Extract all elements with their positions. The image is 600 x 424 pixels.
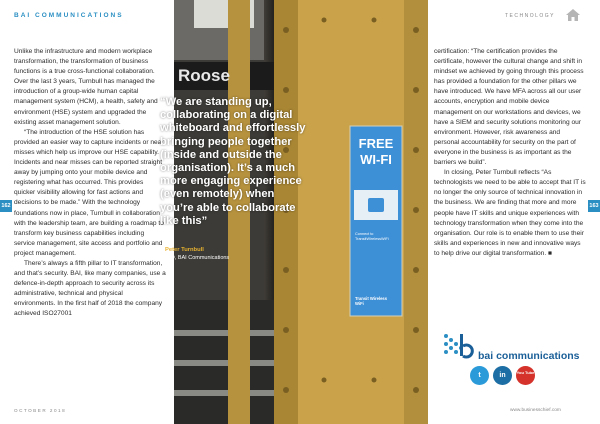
poster-connect-text: Connect to TransitWirelessWiFi — [355, 232, 389, 241]
article-paragraph: There’s always a fifth pillar to IT transformation, and that’s security. BAI, like many companies, use a defence-in-depth approach to security across its administrative, technical and physical environments. In the first half of 2018 the company achieved ISO27001 — [14, 259, 166, 318]
page-number-left: 162 — [0, 200, 12, 212]
quote-author-name: Peter Turnbull — [165, 247, 204, 253]
linkedin-icon[interactable]: in — [493, 366, 512, 385]
closing-paragraph-text: In closing, Peter Turnbull reflects “As technologists we need to be able to accept that IT is no longer the only source of technical innovation in the business. We are finding that more and more people have IT skills and unique experiences with technology transformation when they come into the organisation. Our role is to enable them to use their skills and experiences in new and innovative ways to help drive our digital transformation. — [434, 169, 586, 257]
article-paragraph — [434, 168, 586, 259]
youtube-icon[interactable]: You Tube — [516, 366, 535, 385]
pull-quote: “We are standing up, collaborating on a digital whiteboard and effortlessly bringing people together (inside and outside the organisation). It’s a much more engaging experience (even remotely) when you’re able to collaborate like this” — [160, 96, 306, 227]
station-sign-text: Roose — [178, 66, 230, 85]
twitter-icon[interactable]: t — [470, 366, 489, 385]
article-paragraph: Unlike the infrastructure and modern workplace transformation, the transformation of business functions is a true cross-functional collaboration. Over the last 3 years, Turnbull has managed the introduction of a group-wide human capital management system (HCM), a health, safety and environment (HSE) system and upgraded the existing asset management solution. — [14, 48, 158, 126]
section-label: TECHNOLOGY — [505, 13, 556, 19]
magazine-section-title: BAI COMMUNICATIONS — [14, 12, 124, 19]
quote-author-role: CIO, BAI Communications — [165, 255, 230, 261]
article-paragraph: certification: “The certification provides the certificate, however the cultural change and shift in mindset we achieved by going through this process has provided a foundation for the other pillars we have introduced. We have MFA across all our user accounts, encryption and mobile device management on our workstations and devices, we have a SIEM and security solutions monitoring our environment. However, risk awareness and personal accountability for security on the part of everyone in the business is as important as the barriers we build”. — [434, 48, 584, 167]
bai-logo-icon[interactable] — [440, 330, 476, 360]
page-number-right: 163 — [588, 200, 600, 212]
end-mark: ■ — [548, 249, 552, 257]
website-link[interactable]: www.businesschief.com — [510, 408, 561, 413]
poster-title-wifi: WI-FI — [360, 152, 392, 167]
left-article-column — [14, 47, 166, 320]
right-article-column — [434, 47, 586, 259]
issue-date: OCTOBER 2018 — [14, 408, 67, 413]
bai-logo-text: bai communications — [478, 350, 580, 362]
home-icon[interactable] — [566, 9, 580, 21]
poster-title-free: FREE — [358, 136, 394, 151]
article-paragraph: “The introduction of the HSE solution has provided an easier way to capture incidents or near misses which help us improve our HSE capability. Incidents and near misses can be reported straight away by jumping onto your mobile device and registering what has occurred. This provides quicker visibility allowing for fast actions and decisions to be made.” With the technology foundations now in place, Turnbull in collaboration with the leadership team, are building a roadmap to transform key business capabilities including service management, site access and portfolio and project management. — [14, 128, 164, 257]
poster-footer-text: Transit Wireless WiFi — [355, 296, 388, 306]
